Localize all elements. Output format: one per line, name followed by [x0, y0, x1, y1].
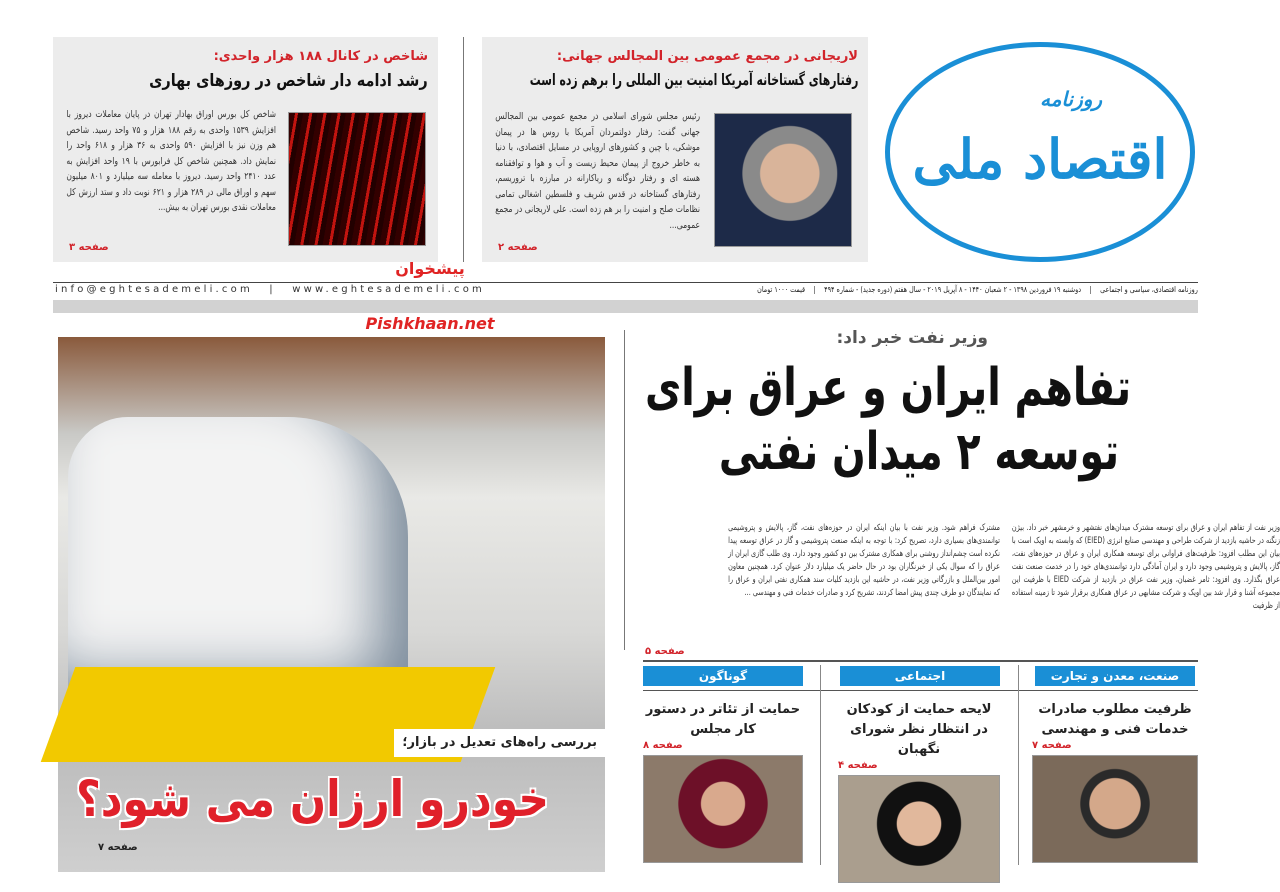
- mp-photo: [643, 755, 803, 863]
- section-story-social[interactable]: [838, 700, 1000, 883]
- story-body: رئیس مجلس شورای اسلامی در مجمع عمومی بین المجالس جهانی گفت: رفتار دولتمردان آمریکا با روس ها در پیمان موشکی، با چین و کشورهای اروپایی در مسایل اقتصادی، با دنیا به خاطر خروج از پیمان محیط زیست و آب و هوا و توافقنامه هسته ای و رفتار دوگانه و ریاکارانه در مبارزه با تروریسم، رفتارهای گستاخانه در قدس شریف و فلسطین اشغالی تمامی نظامات صلح و امنیت را بر هم زده است. علی لاریجانی در مجمع عمومی...: [495, 111, 700, 231]
- section-tag-industry[interactable]: صنعت، معدن و تجارت: [1035, 666, 1195, 686]
- logo-main-text: اقتصاد ملی: [912, 127, 1168, 191]
- main-col-2: مشترک فراهم شود. وزیر نفت با بیان اینکه ایران در حوزه‌های نفت، گاز، پالایش و پتروشیمی توانمندی‌های بسیاری دارد، تصریح کرد: با توجه به اینکه صنعت پتروشیمی و گاز در عراق توسعه پیدا نکرده است چشم‌انداز روشنی برای همکاری مشترک بین دو کشور وجود دارد. وی طلب گازی ایران از عراق را که سوال یکی از خبرنگاران بود در حال حاضر یک میلیارد دلار عنوان کرد. همچنین معاون امور بین‌الملل و بازرگانی وزیر نفت، در حاشیه این بازدید کلیات سند همکاری نفتی ایران و عراق را که نمایندگان دو طرف چندی پیش امضا کردند، تشریح کرد و صادرات خدمات فنی و مهندسی ...: [728, 523, 1000, 598]
- logo-small-text: روزنامه: [1040, 87, 1103, 111]
- page-ref[interactable]: صفحه ۳: [69, 242, 109, 253]
- photo-kicker: بررسی راه‌های تعدیل در بازار؛: [394, 729, 605, 757]
- main-col-2-wrap: [645, 522, 1000, 600]
- paper-description: روزنامه اقتصادی، سیاسی و اجتماعی: [1100, 285, 1198, 294]
- email-link[interactable]: info@eghtesademeli.com: [55, 284, 253, 295]
- minister-photo: [1032, 755, 1198, 863]
- stock-board-photo: [288, 112, 426, 246]
- sections-rule: [643, 690, 1198, 691]
- page-ref[interactable]: صفحه ۸: [643, 740, 683, 751]
- section-headline[interactable]: حمایت از تئاتر در دستور کار مجلس: [645, 702, 801, 737]
- story-body-wrap: [495, 109, 700, 233]
- page-ref[interactable]: صفحه ۴: [838, 760, 878, 771]
- watermark-en: Pishkhaan.net: [365, 314, 495, 333]
- page-ref[interactable]: صفحه ۵: [645, 646, 685, 657]
- page-ref[interactable]: صفحه ۲: [498, 242, 538, 253]
- section-tag-misc[interactable]: گوناگون: [643, 666, 803, 686]
- column-divider: [820, 665, 821, 865]
- main-headline-2[interactable]: توسعه ۲ میدان نفتی: [718, 422, 1120, 482]
- watermark-fa: پیشخوان: [395, 259, 465, 278]
- section-story-misc[interactable]: [643, 700, 803, 863]
- main-headline-1[interactable]: تفاهم ایران و عراق برای: [645, 358, 1132, 418]
- story-body: شاخص کل بورس اوراق بهادار تهران در پایان معاملات دیروز با افزایش ۱۵۳۹ واحدی به رقم ۱۸۸ هزار و ۷۵ واحد رسید. شاخص هم وزن نیز با افزایش ۵۹۰ واحدی به ۳۶ هزار و ۶۱۸ واحد را نمایش داد. همچنین شاخص کل فرابورس با ۱۹ واحد افزایش به عدد ۲۴۱۰ واحد رسید. دیروز با معامله سه میلیارد و ۸۰۱ میلیون سهم و اوراق مالی در ۲۸۹ هزار و ۶۲۱ نوبت داد و ستد ارزش کل معاملات نقدی بورس تهران به بیش...: [66, 109, 276, 213]
- story-headline[interactable]: رفتارهای گستاخانه آمریکا امنیت بین المللی را برهم زده است: [529, 71, 858, 89]
- section-tag-social[interactable]: اجتماعی: [840, 666, 1000, 686]
- section-headline[interactable]: لایحه حمایت از کودکان در انتظار نظر شورای نگهبان: [846, 702, 992, 757]
- gray-band: [53, 300, 1198, 313]
- contact-line: info@eghtesademeli.com | www.eghtesademeli.com: [55, 284, 485, 295]
- masthead-logo[interactable]: [885, 42, 1195, 262]
- issue-date: دوشنبه ۱۹ فروردین ۱۳۹۸ - ۲ شعبان ۱۴۴۰ - ۸ آپریل ۲۰۱۹ - سال هفتم (دوره جدید) - شماره ۴۹۴: [824, 285, 1082, 294]
- main-kicker: وزیر نفت خبر داد:: [836, 328, 988, 348]
- website-link[interactable]: www.eghtesademeli.com: [292, 284, 485, 295]
- infobar: روزنامه اقتصادی، سیاسی و اجتماعی | دوشنبه ۱۹ فروردین ۱۳۹۸ - ۲ شعبان ۱۴۴۰ - ۸ آپریل ۲۰۱۹ - سال هفتم (دوره جدید) - شماره ۴۹۴ | قیمت ۱۰۰۰ تومان: [757, 285, 1198, 294]
- story-headline[interactable]: رشد ادامه دار شاخص در روزهای بهاری: [149, 71, 428, 91]
- column-divider: [1018, 665, 1019, 865]
- story-kicker: شاخص در کانال ۱۸۸ هزار واحدی:: [213, 49, 428, 64]
- section-headline[interactable]: ظرفیت مطلوب صادرات خدمات فنی و مهندسی: [1038, 702, 1192, 737]
- section-story-industry[interactable]: [1032, 700, 1198, 863]
- column-divider: [463, 37, 464, 262]
- main-col-1: وزیر نفت از تفاهم ایران و عراق برای توسعه مشترک میدان‌های نفتشهر و خرمشهر خبر داد. بیژن زنگنه در حاشیه بازدید از شرکت طراحی و مهندسی صنایع انرژی (EIED) که وابسته به اویک است با بیان این مطلب افزود: ظرفیت‌های فراوانی برای توسعه همکاری ایران و عراق در حوزه‌های نفت، گاز، پالایش و پتروشیمی وجود دارد و ایران آمادگی دارد توانمندی‌های خود را در خدمت صنعت نفت عراق بگذارد. وی افزود: ثامر غضبان، وزیر نفت عراق در بازدید از شرکت EIED با ظرفیت این مجموعه آشنا و قرار شد بین اویک و شرکت مشابهی در عراق همکاری برقرار شود تا زمینه استفاده از ظرفیت: [1011, 523, 1280, 611]
- larijani-photo: [714, 113, 852, 247]
- top-story-bourse[interactable]: [53, 37, 438, 262]
- infobar-rule: [53, 282, 1198, 283]
- story-kicker: لاریجانی در مجمع عمومی بین المجالس جهانی:: [556, 49, 858, 64]
- sections-rule: [643, 660, 1198, 662]
- column-divider: [624, 330, 625, 650]
- main-story[interactable]: [640, 326, 1198, 484]
- ebtekar-photo: [838, 775, 1000, 883]
- story-body-wrap: [66, 107, 276, 216]
- page-ref[interactable]: صفحه ۷: [98, 842, 138, 853]
- car-factory-photo[interactable]: [58, 337, 605, 872]
- top-story-larijani[interactable]: [482, 37, 868, 262]
- price: قیمت ۱۰۰۰ تومان: [757, 285, 806, 294]
- photo-headline[interactable]: خودرو ارزان می شود؟: [76, 770, 550, 828]
- page-ref[interactable]: صفحه ۷: [1032, 740, 1072, 751]
